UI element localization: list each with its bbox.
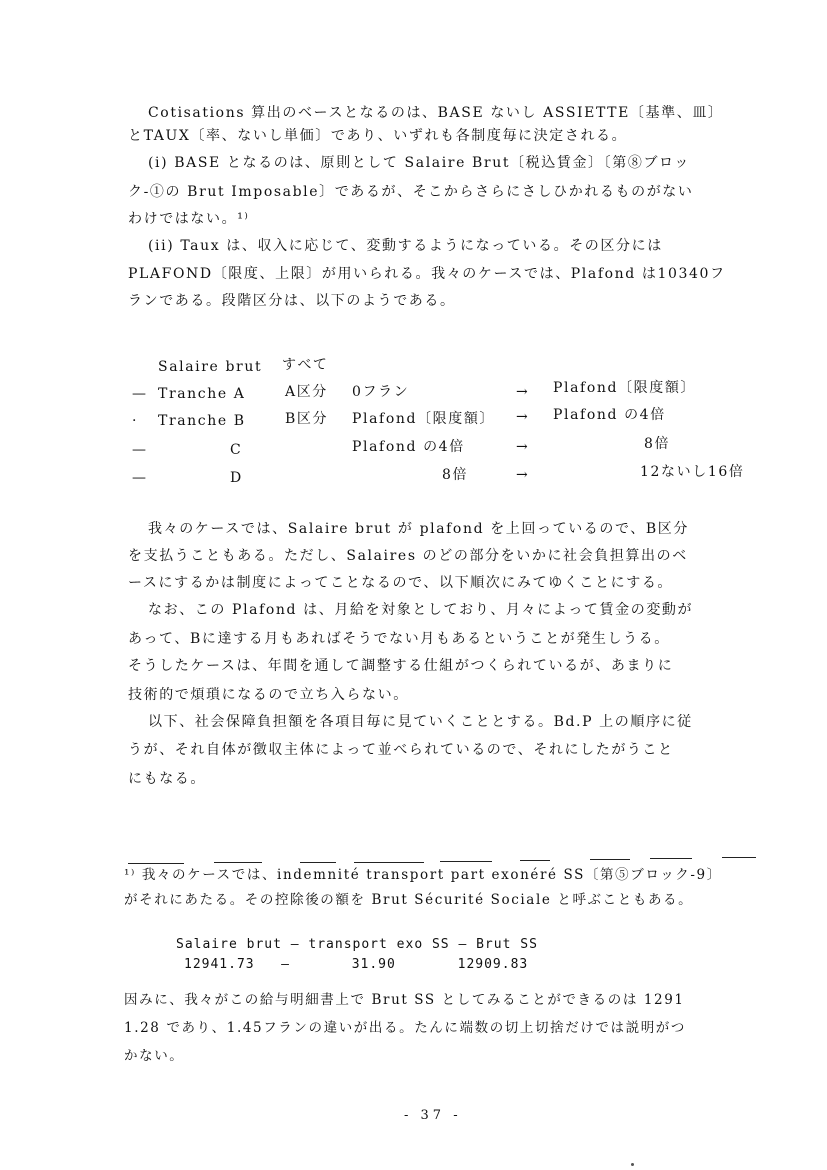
paragraph-line: あって、Bに達する月もあればそうでない月もあるということが発生しうる。: [128, 631, 670, 647]
row-arrow: →: [516, 409, 530, 425]
row-tranche: C: [230, 442, 243, 458]
paragraph-line: にもなる。: [128, 771, 206, 787]
paragraph-line: を支払うこともある。ただし、Salaires のどの部分をいかに社会負担算出のベ: [128, 548, 688, 564]
row-arrow: →: [516, 439, 530, 455]
paragraph-line: (ii) Taux は、収入に応じて、変動するようになっている。その区分には: [148, 238, 663, 254]
paragraph-line: ランである。段階区分は、以下のようである。: [128, 293, 456, 309]
footnote-line: がそれにあたる。その控除後の額を Brut Sécurité Sociale と呼ぶこともある。: [124, 892, 694, 908]
formula-values: 12941.73 — 31.90 12909.83: [184, 957, 529, 972]
row-division: B区分: [285, 411, 329, 427]
row-arrow: →: [516, 384, 530, 400]
scan-speck: [631, 1163, 634, 1166]
row-tranche: Tranche A: [158, 386, 246, 402]
paragraph-line: Cotisations 算出のベースとなるのは、BASE ないし ASSIETTE〔基準、皿〕: [148, 105, 724, 121]
footnote-line: 因みに、我々がこの給与明細書上で Brut SS としてみることができるのは 1291: [124, 992, 685, 1008]
row-to: Plafond の4倍: [553, 407, 666, 423]
row-to: 12ないし16倍: [640, 464, 745, 480]
row-tranche: Tranche B: [158, 413, 246, 429]
row-dash: —: [132, 386, 148, 402]
paragraph-line: 技術的で煩瑣になるので立ち入らない。: [128, 687, 409, 703]
paragraph-line: 我々のケースでは、Salaire brut が plafond を上回っているので、B区分: [148, 521, 689, 537]
row-division: A区分: [285, 384, 328, 400]
row-dash: —: [132, 442, 148, 458]
table-header-all: すべて: [282, 357, 329, 373]
footnote-line: かない。: [124, 1048, 185, 1064]
paragraph-line: ースにするかは制度によってことなるので、以下順次にみてゆくことにする。: [128, 575, 674, 591]
paragraph-line: なお、この Plafond は、月給を対象としており、月々によって賃金の変動が: [148, 602, 694, 618]
row-tranche: D: [230, 470, 243, 486]
footnote-line: ¹⁾ 我々のケースでは、indemnité transport part exonéré SS〔第⑤ブロック-9〕: [124, 867, 722, 883]
page-number: - 37 -: [404, 1108, 462, 1123]
paragraph-line: とTAUX〔率、ないし単価〕であり、いずれも各制度毎に決定される。: [128, 128, 628, 144]
footnote-line: 1.28 であり、1.45フランの違いが出る。たんに端数の切上切捨だけでは説明がつ: [124, 1020, 687, 1036]
row-from: Plafond の4倍: [352, 439, 465, 455]
paragraph-line: (i) BASE となるのは、原則として Salaire Brut〔税込賃金〕〔第⑧ブロッ: [148, 155, 690, 171]
row-dash: ·: [132, 413, 139, 429]
row-dash: —: [132, 470, 148, 486]
row-from: Plafond〔限度額〕: [352, 411, 496, 427]
row-from: 8倍: [442, 467, 469, 483]
paragraph-line: PLAFOND〔限度、上限〕が用いられる。我々のケースでは、Plafond は10340フ: [128, 266, 726, 282]
row-to: 8倍: [644, 436, 671, 452]
paragraph-line: 以下、社会保障負担額を各項目毎に見ていくこととする。Bd.P 上の順序に従: [148, 714, 693, 730]
paragraph-line: わけではない。¹⁾: [128, 211, 250, 227]
row-from: 0フラン: [352, 384, 410, 400]
formula-labels: Salaire brut — transport exo SS — Brut SS: [176, 937, 538, 952]
table-header-salaire: Salaire brut: [158, 359, 263, 375]
paragraph-line: うが、それ自体が徴収主体によって並べられているので、それにしたがうこと: [128, 742, 674, 758]
row-to: Plafond〔限度額〕: [553, 380, 697, 396]
paragraph-line: ク-①の Brut Imposable〕であるが、そこからさらにさしひかれるものがない: [128, 184, 694, 200]
paragraph-line: そうしたケースは、年間を通して調整する仕組がつくられているが、あまりに: [128, 658, 674, 674]
row-arrow: →: [516, 467, 530, 483]
